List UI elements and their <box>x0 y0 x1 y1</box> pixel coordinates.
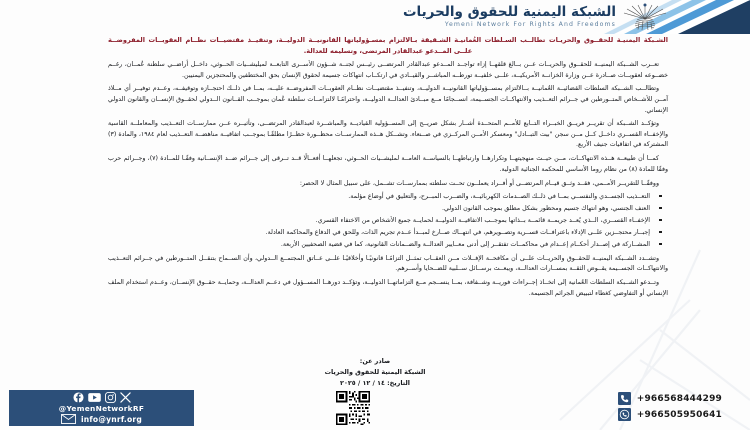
body-paragraph: وتؤكــد الشــبكة أن تقريــر فريــق الخبــراء التــابع للأمــم المتحــدة أشــار بشكل صريــح إلى المســؤولية القياديــة والمباشــرة لعبدالقادر المرتضــى، وتأثيــره عــن ممارســات التعــذيب والمعاملــة القاسية والإخفــاء القســري داخــل كــل مــن سجن "بيت التبــادل" ومعسكر الأمــن المركــزي في صــنعاء. وتشــكل هــذه الممارســات محظــورة حظــرًا مطلقًـا بموجــب اتفاقيــة مناهضــة التعــذيب لعام ١٩٨٤، والمادة (٣) المشتركة في اتفاقيات جنيف الأربع. <box>108 120 668 149</box>
body-paragraph: وتــدعو الشــبكة السلطات العُمانية إلى اتخــاذ إجــراءات فوريــة وشــفافة، بمــا ينســجم مــع التزاماتهــا الدوليــة، وتؤكــد دورهــا المســؤول في دعــم العدالــة، وحمايــة حقــوق الإنســان، وعــدم استخدام الملف الإنساني أو التفاوضي كغطاء لتبييض الجرائم الجسيمة. <box>108 278 668 297</box>
whatsapp-row <box>618 408 722 421</box>
phone-row <box>618 392 722 405</box>
issued-by-label: صادر عن: <box>359 357 391 365</box>
list-item: الإخفــاء القســري، الــذي يُعــد جريمــة قائمــة بــذاتها بموجــب الاتفاقيــة الدوليــة لحمايــة جميع الأشخاص من الاختفاء القسري. <box>108 216 657 226</box>
email-address: info@ynrf.org <box>81 414 142 424</box>
document-body <box>108 60 668 302</box>
youtube-icon[interactable] <box>88 392 101 403</box>
whatsapp-icon <box>618 408 631 421</box>
press-release-headline: الشـبكة اليمنيـة للحقــوق والحريـات تطالــب السـلطات العُمانيـة الشـقيقة بـالالتزام بمسـؤولياتها القانونيــة الدوليــة، وتنفيــذ مقتضيــات نظــام العقوبــات المفروضــة علــى المــدعو عبدالقادر المرتضى، وتسليمه للعدالة. <box>108 36 668 55</box>
body-paragraph: تعــرب الشــبكة اليمنيــة للحقــوق والحريــات عــن بــالغ قلقهــا إزاء تواجــد المــدعو عبدالقادر المرتضــى رئيــس لجنــة شــؤون الأســرى التابعــة لميليشــيات الحــوثي، داخــل أراضــي سلطنة عُمــان، رغــم خضــوعه لعقوبــات صــادرة عــن وزارة الخزانــة الأمريكيــة، علــى خلفيــة تورطــه المباشــر والقيــادي في ارتكــاب انتهاكات جسيمة لحقوق الإنسان بحق المختطفين والمحتجزين اليمنيين. <box>108 61 668 79</box>
issuer-name: الشبكة اليمنية للحقوق والحريات <box>324 368 426 377</box>
x-twitter-icon[interactable] <box>120 392 131 403</box>
social-icon-row <box>73 392 131 403</box>
contact-info <box>618 392 722 421</box>
logo-name-english: Yemeni Network For Rights And Freedoms <box>444 20 616 28</box>
facebook-icon[interactable] <box>73 392 84 403</box>
body-paragraph: وتطالــب الشــبكة السلطات القضائيــة العُمانيــة بــالالتزام بمســؤولياتها القانونيــة الدوليــة، وتنفيــذ مقتضيــات نظــام العقوبــات المفروضــة عليــه، بمــا في ذلــك احتجــازه وتوقيفــه، وعــدم توفيــر أي مــلاذ آمــن للأشــخاص المتــورطين في جــرائم التعــذيب والانتهاكــات الجســيمة، انســجامًا مــع مبــادئ العدالــة الدوليــة، واحترامًـا لالتزامــات سلطنة عُمان بموجــب القــانون الــدولي لحقــوق الإنســان والقانون الدولي الإنساني. <box>108 85 668 114</box>
list-item: المشــاركة في إصــدار أحكــام إعــدام في محاكمــات تفتقــر إلى أدنى معــايير العدالــة والضــمانات القانونية، كما في قضية الصحفيين الأربعة. <box>108 240 657 250</box>
list-item: العنف الجنسي، وهو انتهاك جسيم ومحظور بشكل مطلق بموجب القانون الدولي. <box>108 204 657 214</box>
qr-code[interactable] <box>336 391 370 425</box>
body-paragraph: وتشــدد الشــبكة اليمنيــة للحقــوق والحريــات علــى أن مكافحــة الإفــلات مــن العقــاب تمثــل التزامًـا قانونيًـا وأخلاقيًـا علــى عــاتق المجتمــع الــدولي، وأن الســماح بتنقــل المتــورطين في جــرائم التعــذيب والانتهاكــات الجســيمة يقــوض الثقــة بمســارات العدالــة، ويبعــث برســائل ســلبية للضــحايا وأســرهم. <box>108 254 668 273</box>
body-paragraph: ووفقًــا للتقريــر الأمــمي، فقــد وثــق قيــام المرتضــى أو أفــراد يعملــون تحــت سلطته بممارســات تشــمل، على سبيل المثال لا الحصر: <box>299 179 659 187</box>
logo-name-arabic: الشبكة اليمنية للحقوق والحريات <box>402 4 616 21</box>
phone-number: +966568444299 <box>636 393 722 404</box>
envelope-icon <box>61 414 76 424</box>
email-row <box>61 414 142 424</box>
network-logo-icon <box>622 3 668 31</box>
social-handle: @YemenNetworkRF <box>58 404 145 413</box>
list-item: التعــذيب الجســدي والنفســي بمــا في ذلــك الصــدمات الكهربائيــة، والضــرب المبــرح، والتعليق في أوضاع مؤلمة. <box>108 192 657 202</box>
phone-icon <box>618 392 631 405</box>
signature-block <box>0 356 750 389</box>
violations-list <box>108 192 668 250</box>
instagram-icon[interactable] <box>105 392 116 403</box>
whatsapp-number: +966505950641 <box>636 409 722 420</box>
body-paragraph: كمــا أن طبيعــة هــذه الانتهاكــات، مــن حيــث منهجيتهــا وتكرارهــا وارتباطهــا بالسياســة العامــة لمليشــيات الحــوثي، تجعلهــا أفعــالًا قــد تــرقى إلى جــرائم ضــد الإنســانية وفقًـا للمــادة (٧)، وجــرائم حرب وفقًا للمادة (٨) من نظام روما الأساسي للمحكمة الجنائية الدولية. <box>108 155 668 173</box>
list-item: إجبــار محتجــزين علــى الإدلاء باعترافــات قســرية وتصــويرهم، في انتهــاك صــارخ لمبــدأ عــدم تجريم الذات، وللحق في الدفاع والمحاكمة العادلة. <box>108 228 657 238</box>
document-header <box>0 0 750 34</box>
release-date: التاريخ: ١٤ / ١٢ / ٢٠٢٥ <box>340 379 410 388</box>
organization-logo <box>403 3 668 31</box>
social-footer-panel <box>9 390 194 426</box>
